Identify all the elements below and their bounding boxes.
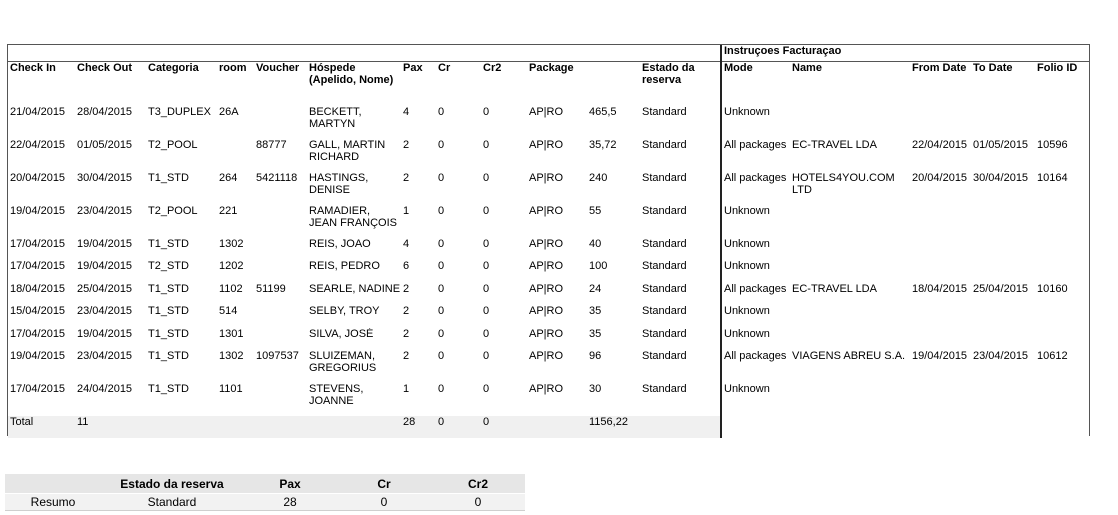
cell-mode: Unknown (721, 383, 790, 416)
cell-room: 1301 (219, 327, 244, 340)
summary-estado: Standard (101, 494, 243, 511)
col-pax: Pax (403, 62, 423, 74)
cell-mode: All packages (721, 139, 790, 172)
cell-folio-id (1035, 260, 1089, 283)
cell-cr: 0 (438, 282, 445, 295)
summary-header-row (5, 474, 525, 494)
cell-folio-id (1035, 305, 1089, 328)
cell-package: AP|RO (529, 138, 564, 151)
cell-voucher (254, 328, 307, 351)
cell-cr: 0 (438, 305, 445, 317)
cell-categoria: T2_STD (148, 260, 189, 272)
cell-voucher: 88777 (256, 138, 287, 151)
cell-pax: 2 (403, 138, 410, 151)
summary-cr: 0 (337, 494, 431, 511)
cell-categoria: T1_STD (148, 237, 189, 250)
cell-amount: 96 (589, 350, 602, 362)
cell-amount: 35 (589, 327, 602, 340)
cell-pax: 1 (403, 204, 410, 217)
cell-estado: Standard (642, 138, 687, 151)
cell-room: 1302 (219, 237, 244, 250)
cell-package: AP|RO (529, 171, 564, 184)
cell-amount: 240 (589, 171, 608, 184)
col-check-in: Check In (10, 62, 56, 74)
cell-estado: Standard (642, 171, 687, 184)
cell-mode: All packages (721, 283, 790, 306)
cell-mode: All packages (721, 350, 790, 383)
summary-cr2: 0 (431, 494, 525, 511)
cell-voucher (254, 238, 307, 261)
cell-categoria: T2_POOL (148, 204, 198, 217)
cell-to-date (971, 305, 1035, 328)
billing-instructions-header: Instruçoes Facturaçao (721, 45, 1089, 62)
cell-folio-id: 10160 (1037, 282, 1068, 295)
cell-hospede: STEVENS, JOANNE (309, 383, 364, 407)
table-row (8, 305, 1089, 328)
summary-col-estado: Estado da reserva (101, 474, 243, 494)
col-from-date: From Date (912, 62, 967, 74)
cell-hospede: RAMADIER, JEAN FRANÇOIS (309, 204, 398, 229)
cell-folio-id (1035, 328, 1089, 351)
col-hospede: Hóspede (Apelido, Nome) (309, 62, 394, 86)
cell-name (790, 238, 910, 261)
cell-hospede: BECKETT, MARTYN (309, 105, 362, 130)
col-voucher: Voucher (256, 62, 300, 74)
cell-name (790, 328, 910, 351)
cell-estado: Standard (642, 260, 687, 272)
cell-folio-id: 10612 (1037, 350, 1068, 362)
cell-hospede: SELBY, TROY (309, 305, 380, 317)
cell-check-in: 21/04/2015 (10, 105, 66, 118)
cell-amount: 40 (589, 237, 602, 250)
col-cr: Cr (438, 62, 451, 74)
col-cr2: Cr2 (483, 62, 502, 74)
cell-cr: 0 (438, 237, 445, 250)
cell-from-date (910, 205, 971, 238)
cell-voucher: 51199 (256, 282, 286, 295)
cell-check-in: 22/04/2015 (10, 138, 66, 151)
cell-from-date: 22/04/2015 (912, 138, 968, 151)
cell-voucher (254, 205, 307, 238)
cell-to-date (971, 106, 1035, 139)
table-row (8, 260, 1089, 283)
table-row (8, 139, 1089, 172)
cell-check-in: 18/04/2015 (10, 282, 66, 295)
cell-name (790, 305, 910, 328)
cell-amount: 24 (589, 282, 602, 295)
cell-to-date (971, 205, 1035, 238)
cell-check-out: 24/04/2015 (77, 383, 133, 395)
cell-from-date (910, 383, 971, 416)
cell-from-date: 18/04/2015 (912, 282, 968, 295)
summary-col-cr2: Cr2 (431, 474, 525, 494)
cell-to-date (971, 260, 1035, 283)
cell-package: AP|RO (529, 383, 564, 395)
cell-room: 264 (219, 171, 238, 184)
cell-folio-id (1035, 106, 1089, 139)
cell-voucher: 5421118 (256, 171, 298, 184)
cell-name (790, 205, 910, 238)
cell-check-out: 01/05/2015 (77, 138, 133, 151)
cell-cr2: 0 (483, 237, 490, 250)
column-header-row (8, 62, 1089, 106)
cell-cr: 0 (438, 383, 445, 395)
cell-estado: Standard (642, 237, 687, 250)
cell-name: HOTELS4YOU.COM LTD (792, 171, 895, 196)
cell-from-date (910, 260, 971, 283)
cell-name: EC-TRAVEL LDA (792, 138, 877, 151)
cell-mode: Unknown (721, 205, 790, 238)
cell-mode: All packages (721, 172, 790, 205)
cell-amount: 465,5 (589, 105, 617, 118)
cell-mode: Unknown (721, 238, 790, 261)
cell-voucher: 1097537 (256, 350, 299, 362)
cell-estado: Standard (642, 350, 687, 362)
cell-cr2: 0 (483, 350, 490, 362)
cell-estado: Standard (642, 327, 687, 340)
cell-to-date (971, 238, 1035, 261)
cell-from-date: 19/04/2015 (912, 350, 968, 362)
cell-voucher (254, 305, 307, 328)
cell-check-out: 25/04/2015 (77, 282, 133, 295)
cell-cr2: 0 (483, 282, 490, 295)
cell-hospede: GALL, MARTIN RICHARD (309, 138, 386, 163)
summary-col-pax: Pax (243, 474, 337, 494)
cell-estado: Standard (642, 305, 687, 317)
cell-pax: 6 (403, 260, 410, 272)
cell-hospede: SEARLE, NADINE (309, 282, 401, 295)
cell-check-in: 19/04/2015 (10, 350, 66, 362)
cell-mode: Unknown (721, 305, 790, 328)
total-cr: 0 (436, 416, 481, 438)
col-mode: Mode (721, 62, 790, 106)
cell-pax: 4 (403, 105, 410, 118)
total-label: Total (8, 416, 75, 438)
col-room: room (219, 62, 247, 74)
cell-folio-id (1035, 205, 1089, 238)
cell-pax: 2 (403, 171, 410, 184)
cell-cr2: 0 (483, 305, 490, 317)
cell-estado: Standard (642, 383, 687, 395)
cell-check-out: 28/04/2015 (77, 105, 133, 118)
col-to-date: To Date (973, 62, 1013, 74)
cell-check-out: 23/04/2015 (77, 305, 133, 317)
table-row (8, 283, 1089, 306)
cell-estado: Standard (642, 105, 687, 118)
cell-cr2: 0 (483, 105, 490, 118)
cell-from-date (910, 328, 971, 351)
cell-hospede: SLUIZEMAN, GREGORIUS (309, 350, 377, 374)
cell-to-date: 23/04/2015 (973, 350, 1029, 362)
col-categoria: Categoria (148, 62, 199, 74)
cell-package: AP|RO (529, 105, 564, 118)
cell-from-date (910, 106, 971, 139)
group-header-row (8, 45, 1089, 62)
cell-hospede: REIS, PEDRO (309, 260, 380, 272)
cell-package: AP|RO (529, 305, 564, 317)
cell-mode: Unknown (721, 328, 790, 351)
cell-check-out: 19/04/2015 (77, 237, 133, 250)
cell-mode: Unknown (721, 106, 790, 139)
cell-amount: 35,72 (589, 138, 617, 151)
cell-room: 26A (219, 105, 239, 118)
summary-label: Resumo (5, 494, 101, 511)
cell-categoria: T2_POOL (148, 138, 198, 151)
cell-name: VIAGENS ABREU S.A. (792, 350, 906, 362)
cell-pax: 1 (403, 383, 410, 395)
cell-name (790, 383, 910, 416)
cell-pax: 2 (403, 327, 410, 340)
cell-categoria: T1_STD (148, 350, 189, 362)
cell-voucher (254, 260, 307, 283)
cell-cr: 0 (438, 327, 445, 340)
cell-voucher (254, 383, 307, 416)
cell-cr: 0 (438, 138, 445, 151)
cell-cr2: 0 (483, 383, 490, 395)
col-amount (587, 62, 640, 106)
cell-cr2: 0 (483, 327, 490, 340)
cell-pax: 2 (403, 282, 410, 295)
cell-categoria: T1_STD (148, 383, 189, 395)
summary-row (5, 494, 525, 511)
cell-folio-id (1035, 238, 1089, 261)
cell-categoria: T1_STD (148, 171, 189, 184)
reservations-table (8, 45, 1089, 438)
cell-cr2: 0 (483, 138, 490, 151)
total-count: 11 (75, 416, 146, 438)
cell-amount: 55 (589, 204, 602, 217)
cell-cr: 0 (438, 204, 445, 217)
cell-amount: 30 (589, 383, 602, 395)
cell-categoria: T1_STD (148, 305, 189, 317)
total-amount: 1156,22 (587, 416, 640, 438)
col-name: Name (792, 62, 822, 74)
cell-check-out: 19/04/2015 (77, 327, 133, 340)
cell-folio-id: 10596 (1037, 138, 1068, 151)
cell-hospede: SILVA, JOSÉ (309, 327, 374, 340)
reservations-report (7, 44, 1090, 436)
total-pax: 28 (401, 416, 436, 438)
table-row (8, 238, 1089, 261)
summary-table (5, 474, 525, 511)
cell-folio-id: 10164 (1037, 171, 1068, 184)
summary-col-cr: Cr (337, 474, 431, 494)
cell-name: EC-TRAVEL LDA (792, 282, 877, 295)
cell-pax: 2 (403, 305, 410, 317)
table-row (8, 172, 1089, 205)
cell-package: AP|RO (529, 282, 564, 295)
cell-to-date: 01/05/2015 (973, 138, 1029, 151)
cell-check-out: 19/04/2015 (77, 260, 133, 272)
col-check-out: Check Out (77, 62, 133, 74)
cell-from-date: 20/04/2015 (912, 171, 968, 184)
cell-room: 1202 (219, 260, 244, 272)
table-row (8, 205, 1089, 238)
cell-package: AP|RO (529, 204, 564, 217)
table-row (8, 383, 1089, 416)
cell-estado: Standard (642, 204, 687, 217)
total-cr2: 0 (481, 416, 527, 438)
cell-hospede: REIS, JOAO (309, 237, 371, 250)
cell-estado: Standard (642, 282, 687, 295)
total-row (8, 416, 1089, 438)
cell-check-out: 30/04/2015 (77, 171, 133, 184)
cell-to-date: 25/04/2015 (973, 282, 1029, 295)
cell-cr2: 0 (483, 260, 490, 272)
cell-pax: 2 (403, 350, 410, 362)
table-row (8, 350, 1089, 383)
cell-room (217, 139, 254, 172)
cell-pax: 4 (403, 237, 410, 250)
cell-categoria: T3_DUPLEX (148, 105, 211, 118)
cell-room: 221 (219, 204, 238, 217)
cell-categoria: T1_STD (148, 282, 189, 295)
cell-categoria: T1_STD (148, 327, 189, 340)
table-row (8, 328, 1089, 351)
cell-to-date (971, 383, 1035, 416)
cell-check-in: 17/04/2015 (10, 383, 66, 395)
cell-room: 1302 (219, 350, 244, 362)
cell-room: 1102 (219, 282, 243, 295)
cell-package: AP|RO (529, 260, 564, 272)
cell-room: 514 (219, 305, 238, 317)
cell-check-out: 23/04/2015 (77, 350, 133, 362)
cell-voucher (254, 106, 307, 139)
cell-from-date (910, 238, 971, 261)
col-estado: Estado da reserva (642, 62, 695, 86)
cell-name (790, 260, 910, 283)
summary-col-label (5, 474, 101, 494)
col-package: Package (529, 62, 574, 74)
cell-package: AP|RO (529, 327, 564, 340)
cell-cr: 0 (438, 105, 445, 118)
cell-cr: 0 (438, 171, 445, 184)
cell-to-date (971, 328, 1035, 351)
cell-check-in: 20/04/2015 (10, 171, 66, 184)
cell-check-in: 19/04/2015 (10, 204, 66, 217)
cell-to-date: 30/04/2015 (973, 171, 1029, 184)
cell-amount: 100 (589, 260, 608, 272)
cell-check-in: 17/04/2015 (10, 260, 66, 272)
cell-cr2: 0 (483, 204, 490, 217)
cell-from-date (910, 305, 971, 328)
cell-package: AP|RO (529, 237, 564, 250)
cell-hospede: HASTINGS, DENISE (309, 171, 369, 196)
summary-pax: 28 (243, 494, 337, 511)
cell-check-in: 17/04/2015 (10, 237, 66, 250)
cell-cr: 0 (438, 260, 445, 272)
table-row (8, 106, 1089, 139)
cell-check-out: 23/04/2015 (77, 204, 133, 217)
cell-package: AP|RO (529, 350, 564, 362)
col-folio-id: Folio ID (1037, 62, 1078, 74)
cell-amount: 35 (589, 305, 602, 317)
cell-mode: Unknown (721, 260, 790, 283)
cell-folio-id (1035, 383, 1089, 416)
cell-check-in: 15/04/2015 (10, 305, 66, 317)
cell-check-in: 17/04/2015 (10, 327, 66, 340)
cell-name (790, 106, 910, 139)
cell-cr: 0 (438, 350, 445, 362)
cell-room: 1101 (219, 383, 243, 395)
cell-cr2: 0 (483, 171, 490, 184)
